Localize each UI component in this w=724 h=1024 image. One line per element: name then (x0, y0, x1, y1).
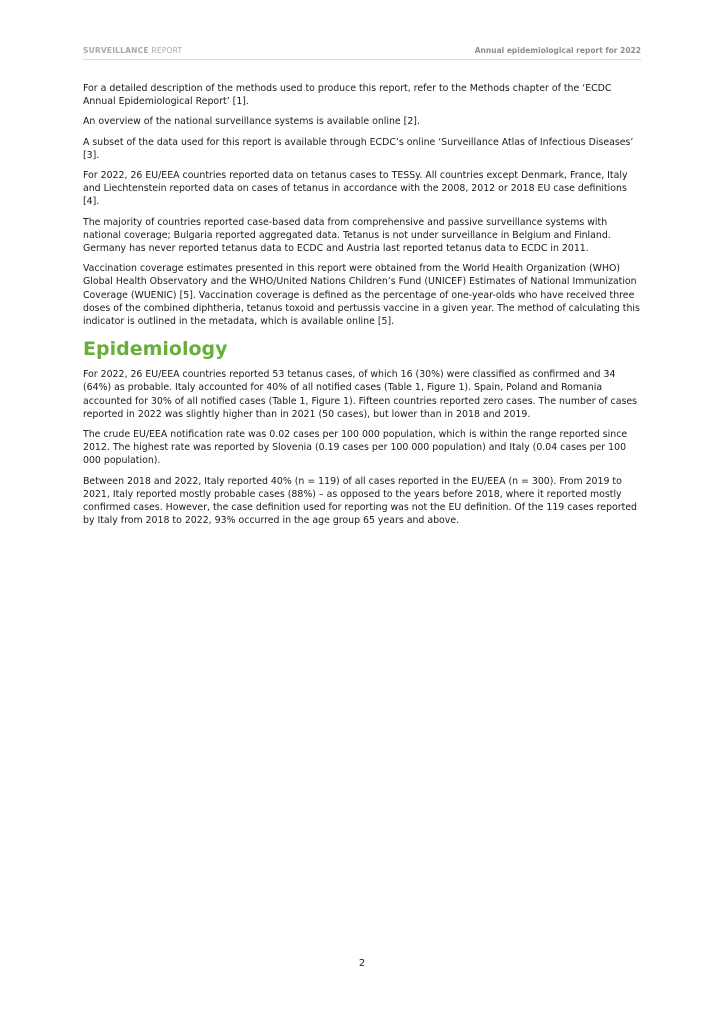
header-report-type (83, 46, 182, 55)
methods-paragraph: A subset of the data used for this report is available through ECDC’s online ‘Surveillance Atlas of Infectious Diseases’ [3]. (83, 136, 634, 161)
header-report-type-bold: SURVEILLANCE (83, 46, 149, 55)
epidemiology-heading: Epidemiology (83, 338, 228, 361)
epidemiology-section (83, 335, 643, 527)
header-report-title: Annual epidemiological report for 2022 (474, 46, 641, 55)
header-report-type-light: REPORT (151, 46, 183, 55)
methods-paragraph: For 2022, 26 EU/EEA countries reported data on tetanus cases to TESSy. All countries except Denmark, France, Italy and Liechtenstein reported data on cases of tetanus in accordance with the 2008, 2012 or 2018 EU case definitions [4]. (83, 170, 628, 208)
page-content (83, 82, 643, 534)
methods-paragraph: The majority of countries reported case-based data from comprehensive and passive surveillance systems with national coverage; Bulgaria reported aggregated data. Tetanus is not under surveillance in Belgium and Finland. Germany has never reported tetanus data to ECDC and Austria last reported tetanus data to ECDC in 2011. (83, 216, 611, 255)
epidemiology-paragraph: The crude EU/EEA notification rate was 0.02 cases per 100 000 population, which is within the range reported since 2012. The highest rate was reported by Slovenia (0.19 cases per 100 000 population) and Italy (0.04 cases per 100 000 population). (83, 429, 628, 467)
epidemiology-paragraph: For 2022, 26 EU/EEA countries reported 53 tetanus cases, of which 16 (30%) were classified as confirmed and 34 (64%) as probable. Italy accounted for 40% of all notified cases (Table 1, Figure 1). Spain, Poland and Romania accounted for 30% of all notified cases (Table 1, Figure 1). Fifteen countries reported zero cases. The number of cases reported in 2022 was slightly higher than in 2021 (50 cases), but lower than in 2018 and 2019. (83, 369, 637, 420)
page-header (83, 45, 641, 60)
methods-paragraph: Vaccination coverage estimates presented in this report were obtained from the World Health Organization (WHO) Global Health Observatory and the WHO/United Nations Children’s Fund (UNICEF) Estimates of National Immunization Coverage (WUENIC) [5]. Vaccination coverage is defined as the percentage of one-year-olds who have received three doses of the combined diphtheria, tetanus toxoid and pertussis vaccine in a given year. The method of calculating this indicator is outlined in the metadata, which is available online [5]. (83, 263, 640, 328)
page-number: 2 (358, 958, 366, 969)
epidemiology-paragraph: Between 2018 and 2022, Italy reported 40% (n = 119) of all cases reported in the EU/EEA (n = 300). From 2019 to 2021, Italy reported mostly probable cases (88%) – as opposed to the years before 2018, where it reported mostly confirmed cases. However, the case definition used for reporting was not the EU definition. Of the 119 cases reported by Italy from 2018 to 2022, 93% occurred in the age group 65 years and above. (83, 475, 638, 527)
methods-paragraph: For a detailed description of the methods used to produce this report, refer to the Methods chapter of the ‘ECDC Annual Epidemiological Report’ [1]. (83, 83, 612, 108)
methods-section (83, 82, 643, 328)
methods-paragraph: An overview of the national surveillance systems is available online [2]. (83, 116, 420, 128)
